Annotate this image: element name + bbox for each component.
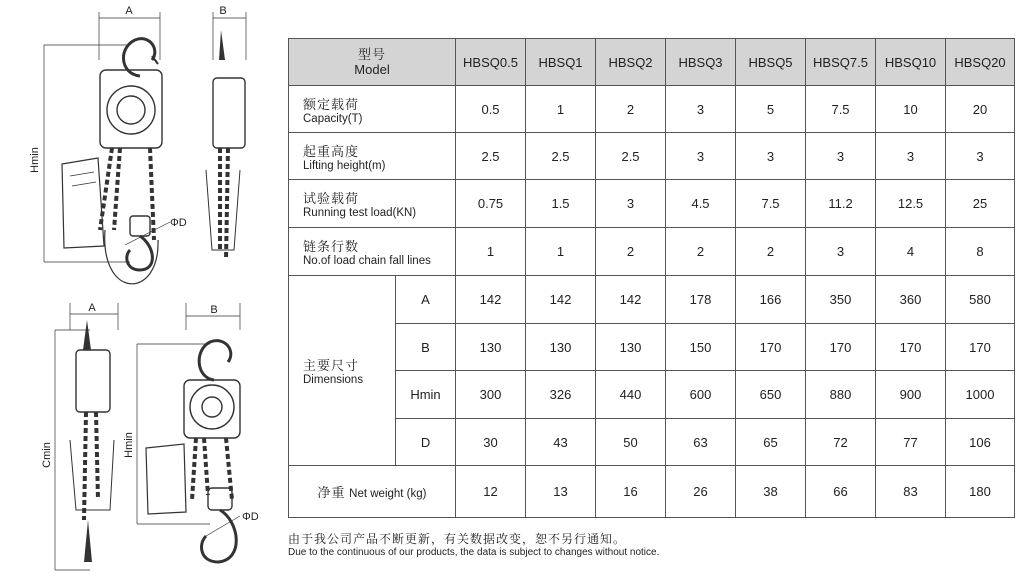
table-cell: 360 (876, 276, 946, 324)
table-cell: 1 (456, 228, 526, 276)
table-cell: 11.2 (806, 180, 876, 228)
table-cell: 170 (806, 324, 876, 371)
footnote-cn: 由于我公司产品不断更新，有关数据改变，恕不另行通知。 (288, 532, 627, 546)
table-cell: 3 (666, 86, 736, 133)
table-cell: 150 (666, 324, 736, 371)
table-cell: 50 (596, 419, 666, 466)
table-cell: 3 (946, 133, 1015, 180)
bottom-dim-cmin-label: Cmin (41, 442, 53, 468)
table-cell: 3 (596, 180, 666, 228)
table-row-capacity (289, 86, 1015, 133)
table-row-dim-d (289, 419, 1015, 466)
top-side-view (206, 5, 246, 260)
table-cell: 170 (736, 324, 806, 371)
table-cell: 3 (666, 133, 736, 180)
table-cell: 3 (806, 133, 876, 180)
table-cell: 8 (946, 228, 1015, 276)
top-front-view (29, 5, 187, 284)
net-weight-label-en: Net weight (kg) (349, 488, 427, 500)
dimension-sub-label: A (396, 276, 456, 324)
row-label-cn: 起重高度 (303, 143, 360, 159)
table-cell: 25 (946, 180, 1015, 228)
dimension-sub-label: B (396, 324, 456, 371)
bottom-dim-b-label: B (210, 304, 218, 316)
model-header-cn: 型号 (358, 47, 387, 62)
hoist-drawings (0, 0, 280, 587)
footnote (288, 532, 659, 559)
table-cell: 12 (456, 466, 526, 518)
row-label (289, 86, 456, 133)
dimensions-label (289, 276, 396, 466)
table-cell: 440 (596, 371, 666, 419)
table-row-lifting-height (289, 133, 1015, 180)
row-label-cn: 试验载荷 (303, 191, 360, 206)
model-header: HBSQ7.5 (806, 39, 876, 86)
model-header: HBSQ5 (736, 39, 806, 86)
table-cell: 65 (736, 419, 806, 466)
table-cell: 2 (596, 86, 666, 133)
table-cell: 3 (876, 133, 946, 180)
model-header: HBSQ3 (666, 39, 736, 86)
table-cell: 0.75 (456, 180, 526, 228)
row-label-en: Lifting height(m) (303, 159, 386, 172)
table-cell: 106 (946, 419, 1015, 466)
table-cell: 26 (666, 466, 736, 518)
row-label-cn: 额定载荷 (303, 96, 360, 112)
row-label-cn: 链条行数 (303, 239, 360, 254)
table-row-fall-lines (289, 228, 1015, 276)
table-cell: 178 (666, 276, 736, 324)
table-cell: 2.5 (456, 133, 526, 180)
top-dim-d-label: ΦD (170, 217, 187, 229)
model-header: HBSQ20 (946, 39, 1015, 86)
table-cell: 10 (876, 86, 946, 133)
row-label (289, 180, 456, 228)
table-cell: 30 (456, 419, 526, 466)
bottom-front-view (123, 303, 259, 562)
table-cell: 600 (666, 371, 736, 419)
table-cell: 300 (456, 371, 526, 419)
table-cell: 180 (946, 466, 1015, 518)
table-row-dim-a (289, 276, 1015, 324)
table-row-dim-hmin (289, 371, 1015, 419)
row-label (289, 228, 456, 276)
dimension-sub-label: D (396, 419, 456, 466)
model-header: HBSQ0.5 (456, 39, 526, 86)
table-cell: 0.5 (456, 86, 526, 133)
table-cell: 170 (946, 324, 1015, 371)
table-cell: 38 (736, 466, 806, 518)
table-cell: 3 (736, 133, 806, 180)
table-row-net-weight (289, 466, 1015, 518)
table-cell: 2 (666, 228, 736, 276)
table-cell: 880 (806, 371, 876, 419)
table-cell: 7.5 (806, 86, 876, 133)
table-cell: 7.5 (736, 180, 806, 228)
table-cell: 16 (596, 466, 666, 518)
table-row-dim-b (289, 324, 1015, 371)
table-cell: 63 (666, 419, 736, 466)
bottom-dim-a-label: A (88, 302, 96, 314)
dimensions-label-en: Dimensions (303, 374, 364, 386)
row-label (289, 466, 456, 518)
net-weight-label-cn: 净重 (317, 485, 346, 500)
model-header: HBSQ1 (526, 39, 596, 86)
table-cell: 166 (736, 276, 806, 324)
table-cell: 130 (596, 324, 666, 371)
table-cell: 130 (456, 324, 526, 371)
table-cell: 3 (806, 228, 876, 276)
model-header: HBSQ10 (876, 39, 946, 86)
top-dim-a-label: A (125, 5, 133, 17)
table-cell: 5 (736, 86, 806, 133)
row-label-en: Capacity(T) (303, 112, 363, 125)
table-cell: 1 (526, 228, 596, 276)
table-cell: 2.5 (596, 133, 666, 180)
model-header-cell (289, 39, 456, 86)
spec-table (288, 38, 1015, 518)
table-cell: 326 (526, 371, 596, 419)
dimension-sub-label: Hmin (396, 371, 456, 419)
model-header: HBSQ2 (596, 39, 666, 86)
table-cell: 650 (736, 371, 806, 419)
table-cell: 2.5 (526, 133, 596, 180)
bottom-dim-d-label: ΦD (242, 511, 259, 523)
table-cell: 1000 (946, 371, 1015, 419)
table-cell: 1.5 (526, 180, 596, 228)
table-cell: 13 (526, 466, 596, 518)
table-cell: 43 (526, 419, 596, 466)
table-cell: 2 (736, 228, 806, 276)
header-row (289, 39, 1015, 86)
table-cell: 142 (456, 276, 526, 324)
table-cell: 2 (596, 228, 666, 276)
top-dim-b-label: B (219, 5, 227, 17)
row-label (289, 133, 456, 180)
top-dim-hmin-label: Hmin (29, 147, 41, 173)
table-cell: 4 (876, 228, 946, 276)
row-label-en: No.of load chain fall lines (303, 255, 431, 267)
table-cell: 170 (876, 324, 946, 371)
row-label-en: Running test load(KN) (303, 207, 417, 219)
footnote-en: Due to the continuous of our products, the data is subject to changes without notice. (288, 547, 660, 558)
table-cell: 142 (596, 276, 666, 324)
table-cell: 20 (946, 86, 1015, 133)
table-cell: 1 (526, 86, 596, 133)
table-cell: 130 (526, 324, 596, 371)
model-header-en: Model (354, 62, 390, 77)
table-cell: 12.5 (876, 180, 946, 228)
table-cell: 580 (946, 276, 1015, 324)
table-cell: 83 (876, 466, 946, 518)
bottom-dim-hmin-label: Hmin (123, 432, 135, 458)
table-cell: 66 (806, 466, 876, 518)
table-cell: 77 (876, 419, 946, 466)
table-cell: 72 (806, 419, 876, 466)
table-cell: 900 (876, 371, 946, 419)
table-cell: 350 (806, 276, 876, 324)
bottom-side-view (41, 302, 118, 570)
dimensions-label-cn: 主要尺寸 (303, 358, 360, 373)
table-cell: 142 (526, 276, 596, 324)
table-cell: 4.5 (666, 180, 736, 228)
table-row-test-load (289, 180, 1015, 228)
